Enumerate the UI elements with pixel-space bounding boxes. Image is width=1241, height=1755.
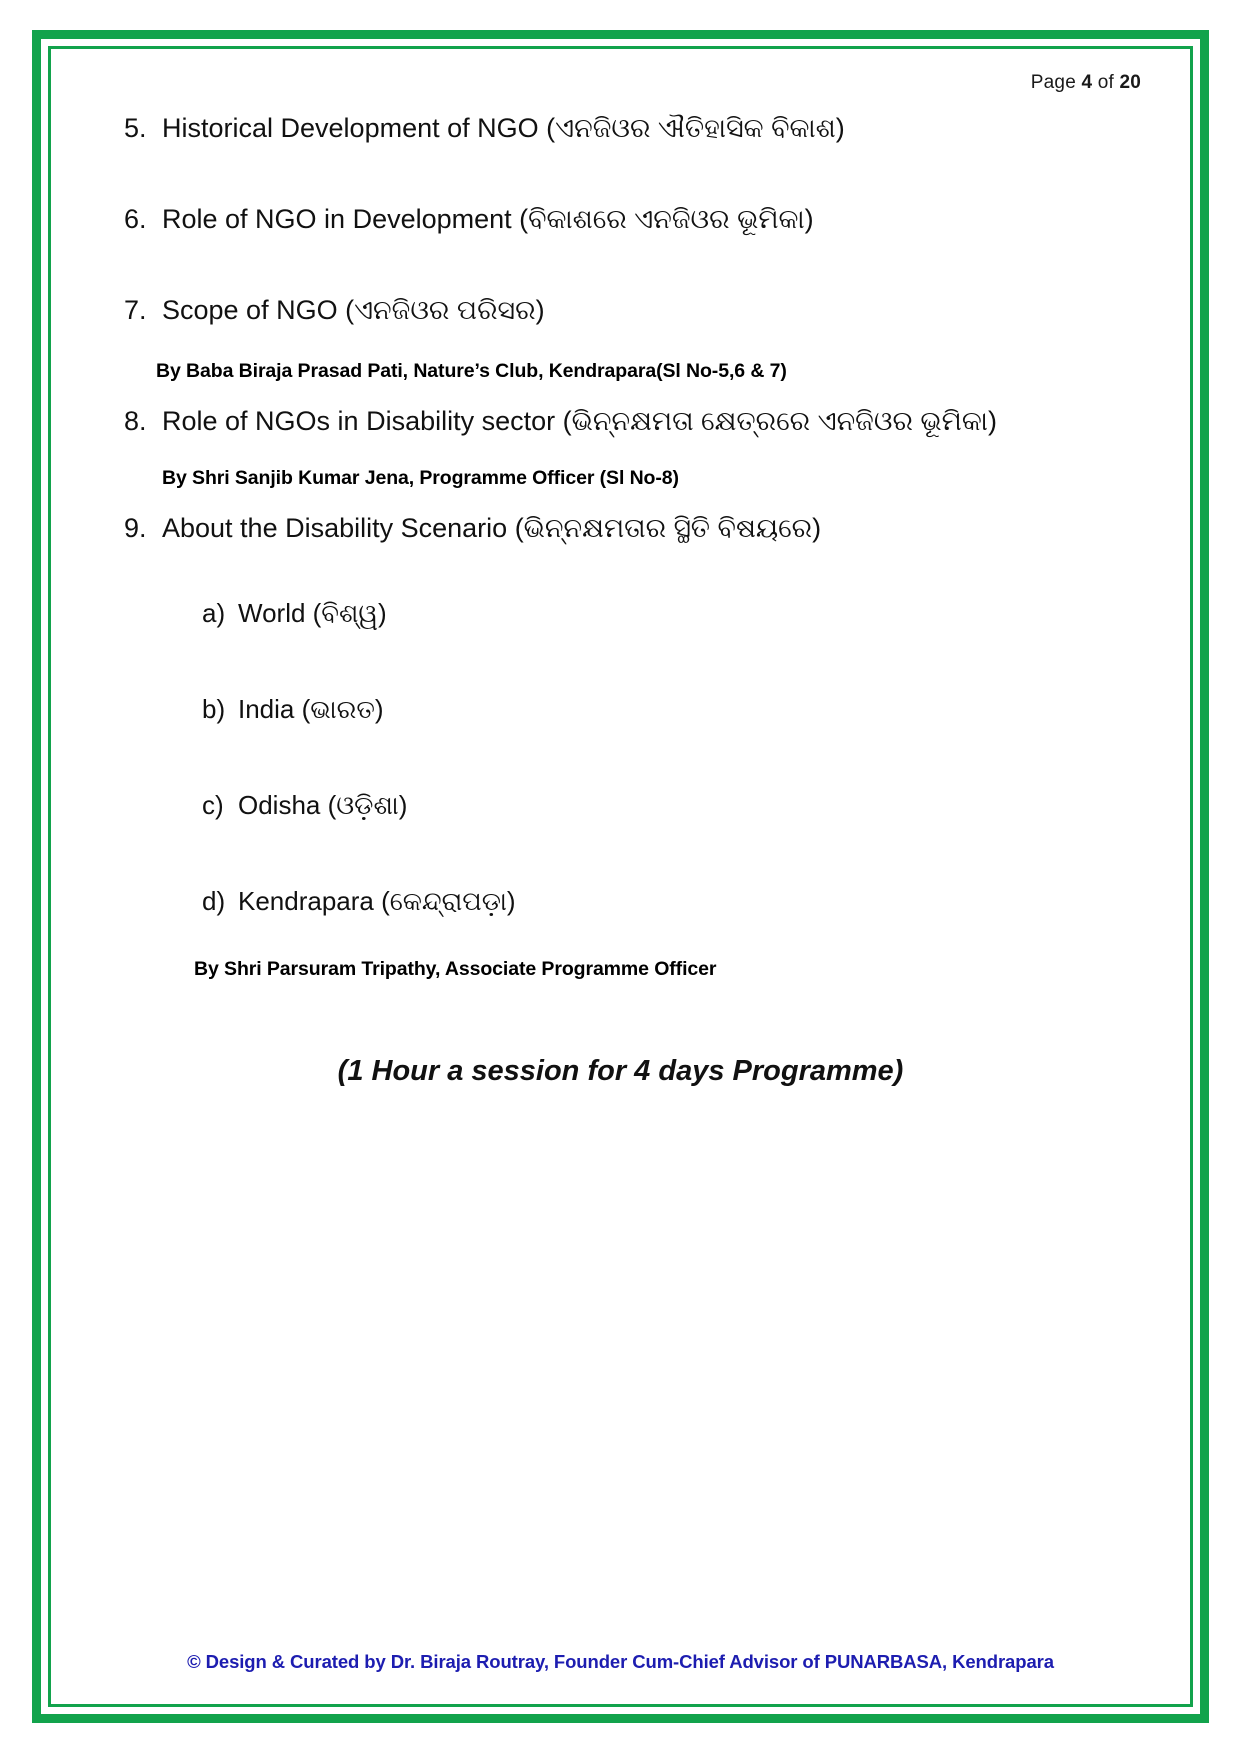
sub-list-item-marker: d) [202,885,226,916]
list-item-marker: 9. [124,513,147,543]
outline-list [84,112,1157,1088]
presenter-byline: By Shri Sanjib Kumar Jena, Programme Officer (Sl No-8) [162,467,679,489]
sub-list-item [84,886,1157,918]
list-item-label: About the Disability Scenario (ଭିନ୍ନକ୍ଷମତାର ସ୍ଥିତି ବିଷୟରେ) [162,513,822,543]
list-item-label: Scope of NGO (ଏନଜିଓର ପରିସର) [162,294,545,325]
list-item-marker: 6. [124,203,147,234]
list-item-marker: 5. [124,113,147,143]
sub-list-item-marker: b) [202,693,226,724]
list-item [84,112,1157,146]
session-note: (1 Hour a session for 4 days Programme) [337,1054,904,1087]
list-item-label: Historical Development of NGO (ଏନଜିଓର ଐତିହାସିକ ବିକାଶ) [162,113,845,143]
presenter-byline: By Shri Parsuram Tripathy, Associate Programme Officer [194,957,717,980]
list-item-label: Role of NGO in Development (ବିକାଶରେ ଏନଜିଓର ଭୂମିକା) [162,203,814,234]
page-header [84,66,1157,94]
sub-list-item-label: India (ଭାରତ) [238,693,384,724]
list-item [84,294,1157,328]
page-footer-credit: © Design & Curated by Dr. Biraja Routray, Founder Cum-Chief Advisor of PUNARBASA, Kendrapara [187,1651,1054,1672]
list-item-marker: 8. [124,406,147,437]
sub-list-item-label: World (ବିଶ୍ୱ) [238,597,387,628]
sub-list-item [84,790,1157,822]
sub-list-item-label: Kendrapara (କେନ୍ଦ୍ରାପଡ଼ା) [238,885,516,916]
page-header-prefix: Page [1030,72,1082,93]
list-item-label: Role of NGOs in Disability sector (ଭିନ୍ନକ୍ଷମତା କ୍ଷେତ୍ରରେ ଏନଜିଓର ଭୂମିକା) [162,406,997,437]
list-item [84,512,1157,546]
page-content [62,58,1179,1695]
sub-list-item-label: Odisha (ଓଡ଼ିଶା) [238,789,408,820]
page-header-middle: of [1092,72,1120,93]
list-item-marker: 7. [124,294,147,325]
page-number-total: 20 [1119,72,1141,93]
sub-list-item [84,694,1157,726]
sub-list-item-marker: c) [202,789,224,820]
sub-list-item-marker: a) [202,597,226,628]
list-item [84,405,1157,439]
presenter-byline: By Baba Biraja Prasad Pati, Nature’s Club, Kendrapara(Sl No-5,6 & 7) [156,360,787,383]
list-item [84,203,1157,237]
sub-list-item [84,598,1157,630]
page-number-current: 4 [1081,72,1093,93]
